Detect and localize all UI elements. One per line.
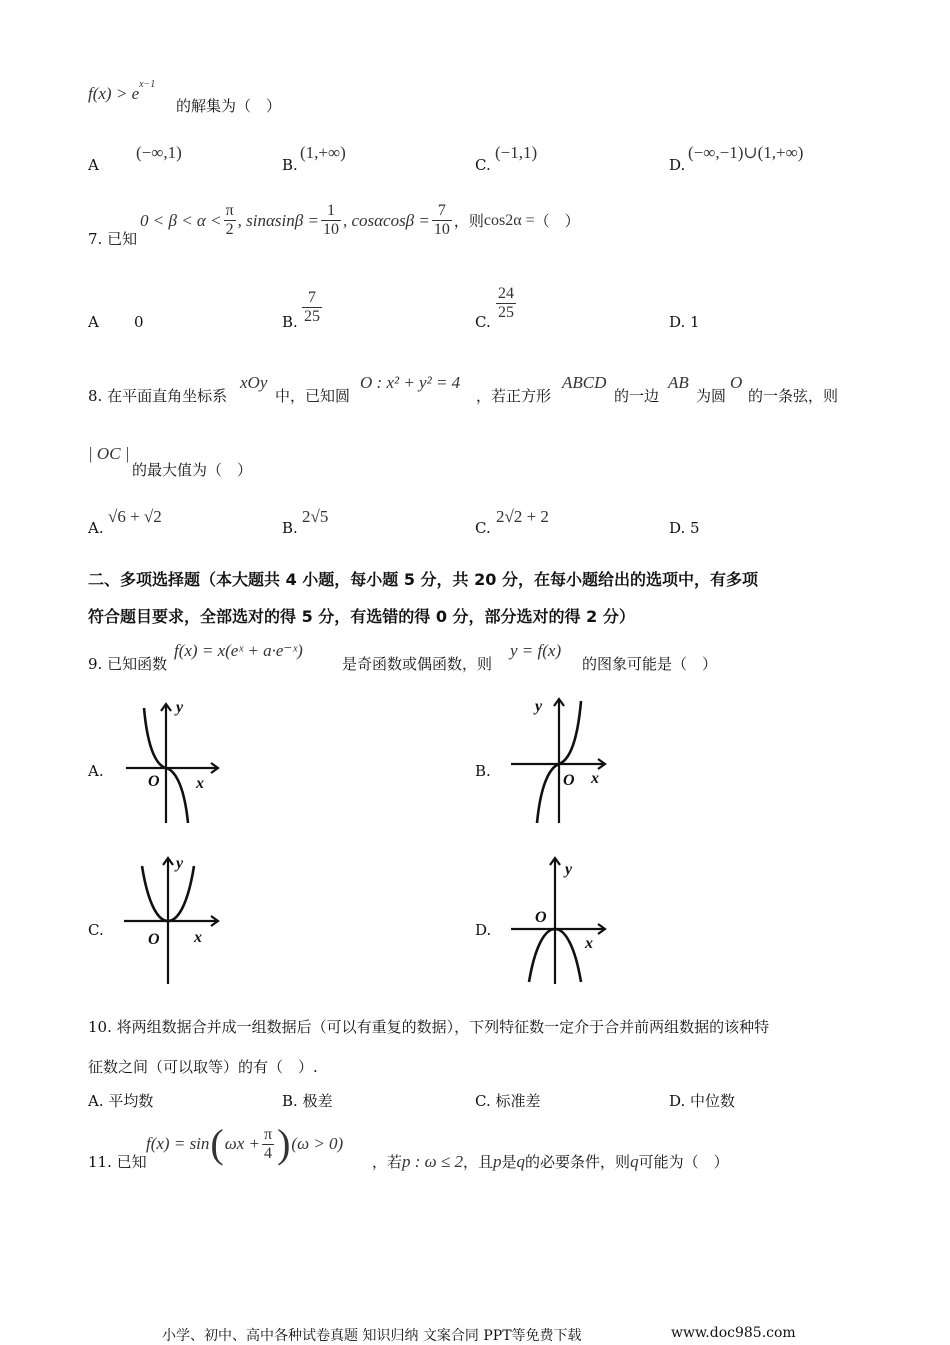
q11-cond: (ω > 0) xyxy=(291,1134,344,1153)
q7-cond3: , cosαcosβ = xyxy=(342,210,430,230)
q6-option-a-value: (−∞,1) xyxy=(136,143,182,162)
q11-t2: ，且 xyxy=(463,1153,494,1171)
q10-line2: 征数之间（可以取等）的有（ ）. xyxy=(88,1058,318,1076)
q7-option-c-frac xyxy=(496,285,516,322)
footer-text: 小学、初中、高中各种试卷真题 知识归纳 文案合同 PPT等免费下载 xyxy=(162,1328,582,1344)
y-label: y xyxy=(565,861,573,878)
q6-option-c-label: C. xyxy=(475,156,491,174)
q11-p2: p xyxy=(493,1152,502,1171)
q7-frac-den: 2 xyxy=(225,221,234,238)
q10-c-value: 标准差 xyxy=(495,1092,541,1110)
q7-c-den: 25 xyxy=(498,304,514,321)
q10-option-a xyxy=(88,1090,153,1111)
q7-cond2: , sinαsinβ = xyxy=(237,210,319,230)
q10-line1: 10. 将两组数据合并成一组数据后（可以有重复的数据），下列特征数一定介于合并前两组数据的该种特 xyxy=(88,1018,770,1036)
q11-t4: 的必要条件，则 xyxy=(525,1153,631,1171)
origin-label: O xyxy=(535,909,547,926)
q6-option-c-value: (−1,1) xyxy=(495,143,538,162)
q7-frac-den: 10 xyxy=(322,221,339,238)
footer-url[interactable]: www.doc985.com xyxy=(671,1325,796,1341)
section2-heading-line2: 符合题目要求，全部选对的得 5 分，有选错的得 0 分，部分选对的得 2 分） xyxy=(88,607,635,626)
q7-frac-pi-2 xyxy=(224,202,236,239)
q10-a-value: 平均数 xyxy=(108,1092,154,1110)
q7-frac-1-10 xyxy=(321,202,341,239)
q11-t5: 可能为（ ） xyxy=(638,1153,729,1171)
q8-t6: 的最大值为（ ） xyxy=(132,461,253,479)
q9-graph-c xyxy=(118,852,228,987)
q8-o: O xyxy=(730,373,743,392)
origin-label: O xyxy=(563,772,575,789)
q8-t2: ，若正方形 xyxy=(476,387,552,405)
q8-sys: xOy xyxy=(240,373,268,392)
q11-rest xyxy=(372,1151,729,1172)
q8-oc: | OC | xyxy=(88,444,130,463)
q8-t3: 的一边 xyxy=(614,387,660,405)
q11-frac-pi-4 xyxy=(262,1126,274,1163)
q7-frac-num: π xyxy=(225,202,234,219)
q11-paren-open: ( xyxy=(210,1121,224,1166)
q9-option-b-label: B. xyxy=(475,762,491,780)
q6-option-b-label: B. xyxy=(282,156,298,174)
q11-t3: 是 xyxy=(501,1153,517,1171)
q7-option-d-label xyxy=(669,313,700,331)
q8-t4: 为圆 xyxy=(696,387,727,405)
q9-graph-d xyxy=(505,852,615,987)
q11-frac-num: π xyxy=(264,1125,273,1143)
section2-heading-line1: 二、多项选择题（本大题共 4 小题，每小题 5 分，共 20 分，在每小题给出的选项中，有多项 xyxy=(88,570,758,589)
q8-option-a-value: √6 + √2 xyxy=(108,507,162,526)
y-label: y xyxy=(176,699,184,716)
x-label: x xyxy=(591,770,599,787)
q7-option-a-label: A xyxy=(88,313,99,331)
q7-d-value: 1 xyxy=(690,313,700,331)
q9-graph-b xyxy=(505,693,615,828)
q7-frac-den: 10 xyxy=(433,221,450,238)
x-label: x xyxy=(585,935,593,952)
q8-option-a-label: A. xyxy=(88,519,104,537)
q8-option-b-label: B. xyxy=(282,519,298,537)
q11-q: q xyxy=(516,1152,526,1171)
q10-option-d xyxy=(669,1090,735,1111)
q8-option-c-label: C. xyxy=(475,519,491,537)
q7-frac-7-10 xyxy=(432,202,452,239)
q9-t1: 是奇函数或偶函数，则 xyxy=(342,655,493,673)
q6-tail: 的解集为（ ） xyxy=(176,97,282,115)
q10-option-b xyxy=(282,1090,333,1111)
q10-d-value: 中位数 xyxy=(690,1092,736,1110)
q7-tail: （ ） xyxy=(534,212,580,230)
q7-frac-num: 1 xyxy=(321,202,341,221)
q7-condition xyxy=(140,202,580,239)
q8-t5: 的一条弦，则 xyxy=(748,387,839,405)
q8-option-c-value: 2√2 + 2 xyxy=(496,507,549,526)
q6-exponent: x−1 xyxy=(139,79,156,90)
q9-option-d-label: D. xyxy=(475,921,492,939)
q7-prefix: 7. 已知 xyxy=(88,230,138,248)
q6-option-d-label: D. xyxy=(669,156,686,174)
y-label: y xyxy=(535,698,543,715)
q11-arg: ωx + xyxy=(224,1134,261,1153)
origin-label: O xyxy=(148,773,160,790)
q9-option-c-label: C. xyxy=(88,921,104,939)
q8-t1: 中，已知圆 xyxy=(275,387,351,405)
q7-mid: ，则 xyxy=(453,212,484,230)
q6-option-b-value: (1,+∞) xyxy=(300,143,346,162)
q11-t1: ，若 xyxy=(372,1153,403,1171)
x-label: x xyxy=(196,775,204,792)
q7-b-num: 7 xyxy=(302,289,322,308)
q8-side: AB xyxy=(668,373,689,392)
q10-d-label: D. xyxy=(669,1092,686,1110)
q7-option-c-label: C. xyxy=(475,313,491,331)
q9-graph-a xyxy=(118,698,228,828)
q8-square: ABCD xyxy=(562,373,607,392)
q9-t2: 的图象可能是（ ） xyxy=(582,655,718,673)
q10-a-label: A. xyxy=(88,1092,104,1110)
q10-option-c xyxy=(475,1090,541,1111)
y-label: y xyxy=(176,855,184,872)
q11-q2: q xyxy=(630,1152,639,1171)
q8-circle: O : x² + y² = 4 xyxy=(360,373,461,392)
q6-expr: f(x) > e xyxy=(88,84,140,103)
q9-yf: y = f(x) xyxy=(510,641,562,660)
q10-b-value: 极差 xyxy=(302,1092,333,1110)
q10-c-label: C. xyxy=(475,1092,491,1110)
q8-option-d-label xyxy=(669,519,700,537)
q8-d-label: D. xyxy=(669,519,686,537)
q11-function xyxy=(146,1121,344,1166)
q7-d-label: D. xyxy=(669,313,686,331)
q9-func: f(x) = x(eˣ + a·e⁻ˣ) xyxy=(174,641,303,660)
origin-label: O xyxy=(148,931,160,948)
q10-b-label: B. xyxy=(282,1092,298,1110)
q11-p: p : ω ≤ 2 xyxy=(402,1152,464,1171)
q8-d-value: 5 xyxy=(690,519,700,537)
q7-option-a-value: 0 xyxy=(134,313,144,331)
q6-option-d-value: (−∞,−1)∪(1,+∞) xyxy=(688,143,804,162)
q11-func-a: f(x) = sin xyxy=(146,1134,210,1153)
x-label: x xyxy=(194,929,202,946)
q8-prefix: 8. 在平面直角坐标系 xyxy=(88,387,228,405)
q8-option-b-value: 2√5 xyxy=(302,507,329,526)
q9-option-a-label: A. xyxy=(88,762,104,780)
q6-stem xyxy=(88,79,156,104)
q6-option-a-label: A xyxy=(88,156,99,174)
q7-ask: cos2α = xyxy=(483,211,535,229)
q9-prefix: 9. 已知函数 xyxy=(88,655,168,673)
q11-prefix: 11. 已知 xyxy=(88,1153,147,1171)
q7-cond1: 0 < β < α < xyxy=(140,210,222,230)
q7-b-den: 25 xyxy=(304,308,320,325)
q7-option-b-frac xyxy=(302,289,322,326)
q11-paren-close: ) xyxy=(277,1121,291,1166)
q11-frac-den: 4 xyxy=(264,1144,273,1162)
q7-c-num: 24 xyxy=(498,285,514,302)
q7-frac-num: 7 xyxy=(432,202,452,221)
q7-option-b-label: B. xyxy=(282,313,298,331)
